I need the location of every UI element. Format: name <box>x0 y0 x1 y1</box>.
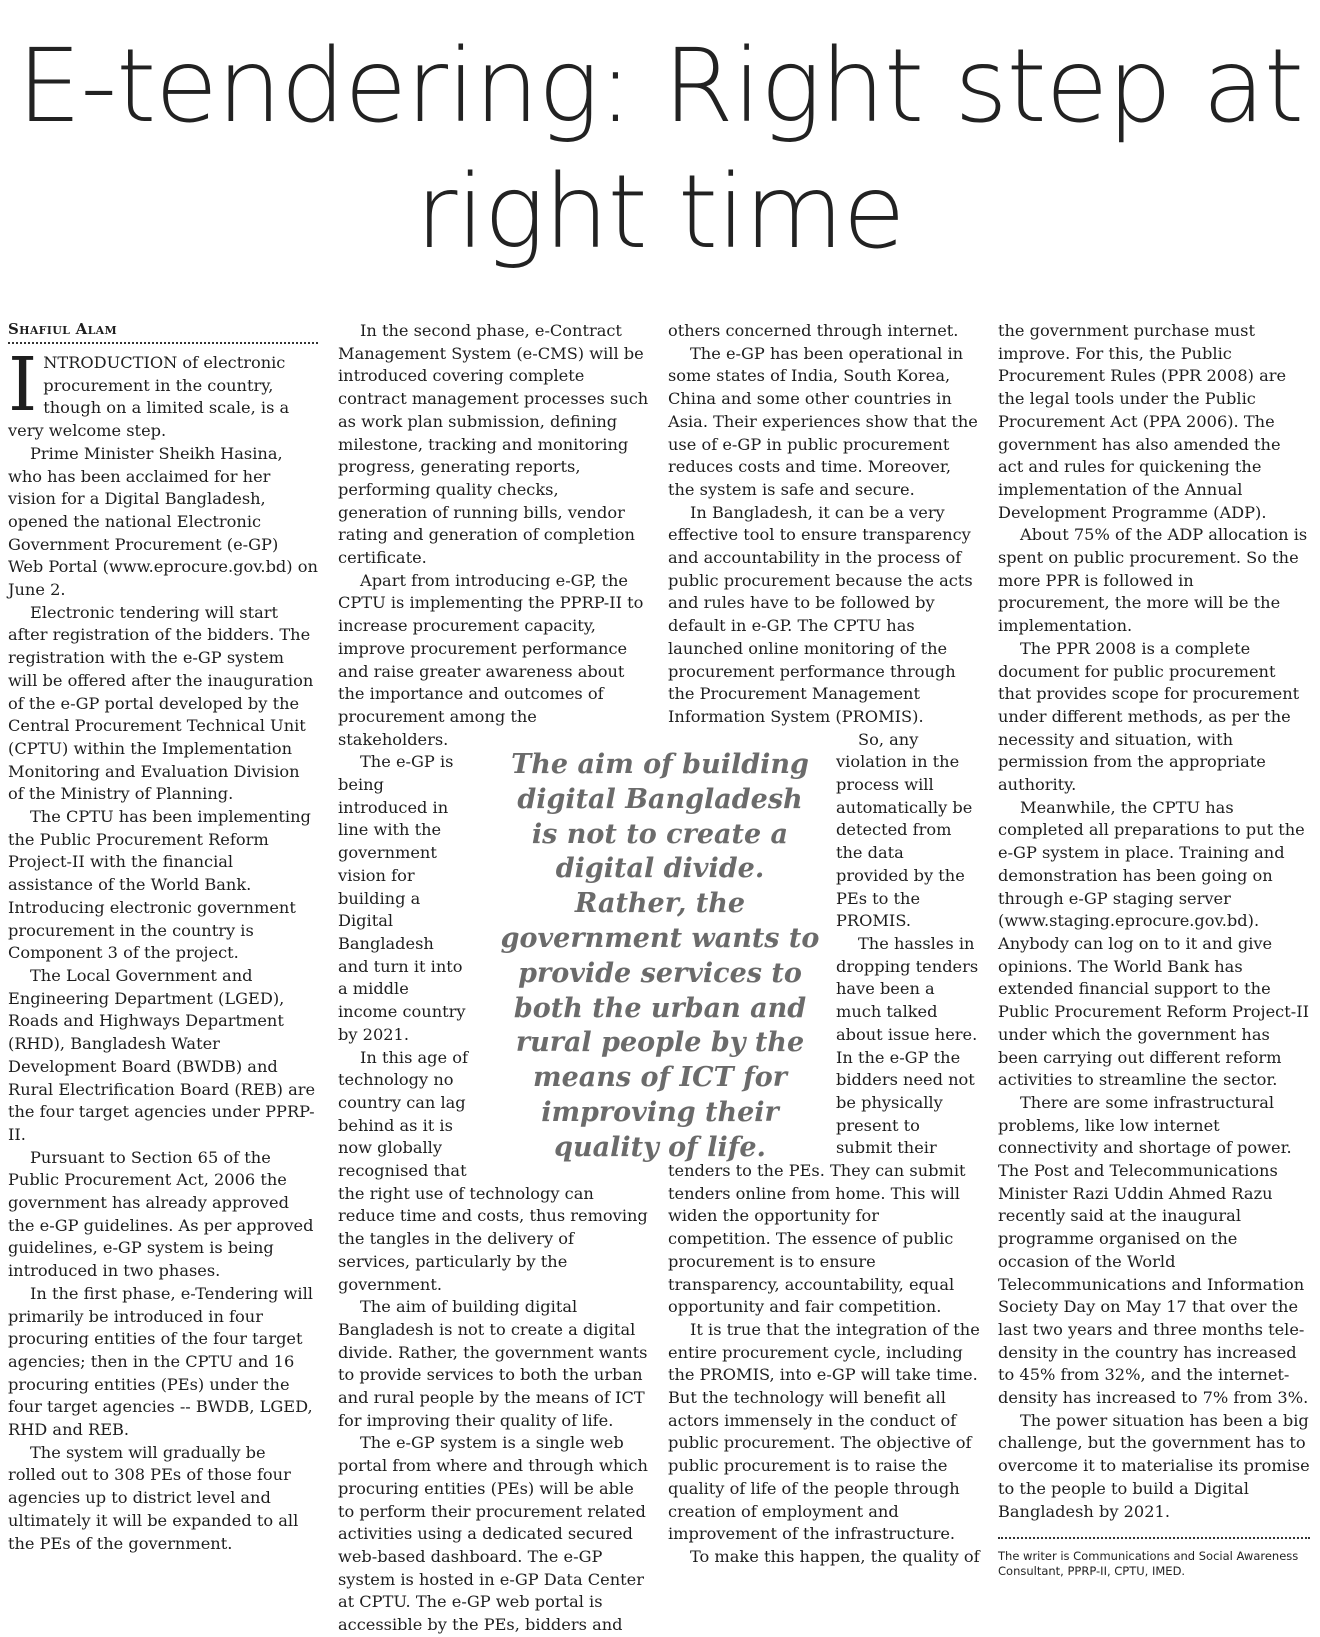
paragraph: The aim of building digital Bangladesh is not to create a digital divide. Rather, the government wants to provide services to both the urban and rural people by the means of ICT for improving their quality of life. <box>338 1297 648 1430</box>
paragraph: the government purchase must improve. For this, the Public Procurement Rules (PPR 2008) are the legal tools under the Public Procurement Act (PPA 2006). The government has also amended the act and rules for quickening the implementation of the Annual Development Programme (ADP). <box>998 321 1287 522</box>
pullquote: The aim of building digital Bangladesh is not to create a digital divide. Rather, the government wants to provide services to both the urban and rural people by the means of ICT for improving their quality of life. <box>500 749 820 1163</box>
paragraph: In this age of technology no country can lag behind as it is now globally recognised that the right use of technology can reduce time and costs, thus removing the tangles in the delivery of services, particularly by the government. <box>338 1047 648 1294</box>
paragraph: Prime Minister Sheikh Hasina, who has been acclaimed for her vision for a Digital Bangladesh, opened the national Electronic Government Procurement (e-GP) Web Portal (www.eprocure.gov.bd) on June 2. <box>8 443 318 600</box>
author-credit: The writer is Communications and Social Awareness Consultant, PPRP-II, CPTU, IMED. <box>998 1549 1299 1579</box>
paragraph: So, any violation in the process will automatically be detected from the data provided by the PEs to the PROMIS. <box>836 729 973 931</box>
paragraph: The system will gradually be rolled out to 308 PEs of those four agencies up to district level and ultimately it will be expanded to all the PEs of the government. <box>8 1442 299 1553</box>
column-1 <box>8 320 318 1553</box>
paragraph: others concerned through internet. <box>668 321 959 340</box>
paragraph: The PPR 2008 is a complete document for public procurement that provides scope for procurement under different methods, as per the necessity and situation, with permission from the appropriate authority. <box>998 638 1300 795</box>
paragraph: Meanwhile, the CPTU has completed all preparations to put the e-GP system in place. Training and demonstration has been going on through e-GP staging server (www.staging.eprocure.gov.bd). Anybody can log on to it and give opinions. The World Bank has extended financial support to the Public Procurement Reform Project-II under which the government has been carrying out different reform activities to streamline the sector. <box>998 797 1309 1090</box>
paragraph: The hassles in dropping tenders have been a much talked about issue here. In the e-GP the bidders need not be physically present to submit their tenders to the PEs. They can submit tenders online from home. This will widen the opportunity for competition. The essence of public procurement is to ensure transparency, accountability, equal opportunity and fair competition. <box>668 933 979 1317</box>
paragraph: There are some infrastructural problems, like low internet connectivity and shortage of power. The Post and Telecommunications Minister Razi Uddin Ahmed Razu recently said at the inaugural programme organised on the occasion of the World Telecommunications and Information Society Day on May 17 that over the last two years and three months tele-density in the country has increased to 45% from 32%, and the internet-density has increased to 7% from 3%. <box>998 1092 1309 1408</box>
paragraph: The Local Government and Engineering Department (LGED), Roads and Highways Department (RHD), Bangladesh Water Development Board (BWDB) and Rural Electrification Board (REB) are the four target agencies under PPRP-II. <box>8 965 316 1144</box>
paragraph: Electronic tendering will start after registration of the bidders. The registration with the e-GP system will be offered after the inauguration of the e-GP portal developed by the Central Procurement Technical Unit (CPTU) within the Implementation Monitoring and Evaluation Division of the Ministry of Planning. <box>8 602 314 804</box>
paragraph: In the second phase, e-Contract Management System (e-CMS) will be introduced covering complete contract management processes such as work plan submission, defining milestone, tracking and monitoring progress, generating reports, performing quality checks, generation of running bills, vendor rating and generation of completion certificate. <box>338 321 649 568</box>
paragraph: It is true that the integration of the entire procurement cycle, including the PROMIS, into e-GP will take time. But the technology will benefit all actors immensely in the conduct of public procurement. The objective of public procurement is to raise the quality of life of the people through creation of employment and improvement of the infrastructure. <box>668 1319 980 1544</box>
paragraph: In Bangladesh, it can be a very effective tool to ensure transparency and accountability in the process of public procurement because the acts and rules have to be followed by default in e-GP. The CPTU has launched online monitoring of the procurement performance through the Procurement Management Information System (PROMIS). <box>668 502 973 726</box>
paragraph: To make this happen, the quality of <box>690 1546 980 1566</box>
byline: Shafiul Alam <box>8 320 318 344</box>
paragraph: The CPTU has been implementing the Public Procurement Reform Project-II with the financial assistance of the World Bank. Introducing electronic government procurement in the country is Component 3 of the project. <box>8 807 311 963</box>
paragraph: Pursuant to Section 65 of the Public Procurement Act, 2006 the government has already approved the e-GP guidelines. As per approved guidelines, e-GP system is being introduced in two phases. <box>8 1147 314 1281</box>
paragraph: Apart from introducing e-GP, the CPTU is implementing the PPRP-II to increase procurement capacity, improve procurement performance and raise greater awareness about the importance and outcomes of procurement among the stakeholders. <box>338 570 644 749</box>
paragraph: The e-GP is being introduced in line with the government vision for building a Digital Bangladesh and turn it into a middle income country by 2021. <box>338 752 466 1044</box>
paragraph: About 75% of the ADP allocation is spent on public procurement. So the more PPR is followed in procurement, the more will be the implementation. <box>998 525 1308 636</box>
credit-divider <box>998 1537 1310 1579</box>
drop-cap: I <box>8 342 38 428</box>
lead-paragraph: INTRODUCTION of electronic procurement in the country, though on a limited scale, is a very welcome step. <box>8 342 290 441</box>
paragraph: In the first phase, e-Tendering will primarily be introduced in four procuring entities of the four target agencies; then in the CPTU and 16 procuring entities (PEs) under the four target agencies -- BWDB, LGED, RHD and REB. <box>8 1283 313 1440</box>
headline: E-tendering: Right step at right time <box>16 27 1304 272</box>
paragraph: The e-GP has been operational in some states of India, South Korea, China and some other countries in Asia. Their experiences show that the use of e-GP in public procurement reduces costs and time. Moreover, the system is safe and secure. <box>668 343 978 499</box>
column-4 <box>998 320 1310 1579</box>
paragraph: The power situation has been a big challenge, but the government has to overcome it to materialise its promise to the people to build a Digital Bangladesh by 2021. <box>998 1410 1310 1521</box>
paragraph: The e-GP system is a single web portal from where and through which procuring entities (PEs) will be able to perform their procurement related activities using a dedicated secured web-based dashboard. The e-GP system is hosted in e-GP Data Center at CPTU. The e-GP web portal is accessible by the PEs, bidders and <box>338 1433 648 1635</box>
